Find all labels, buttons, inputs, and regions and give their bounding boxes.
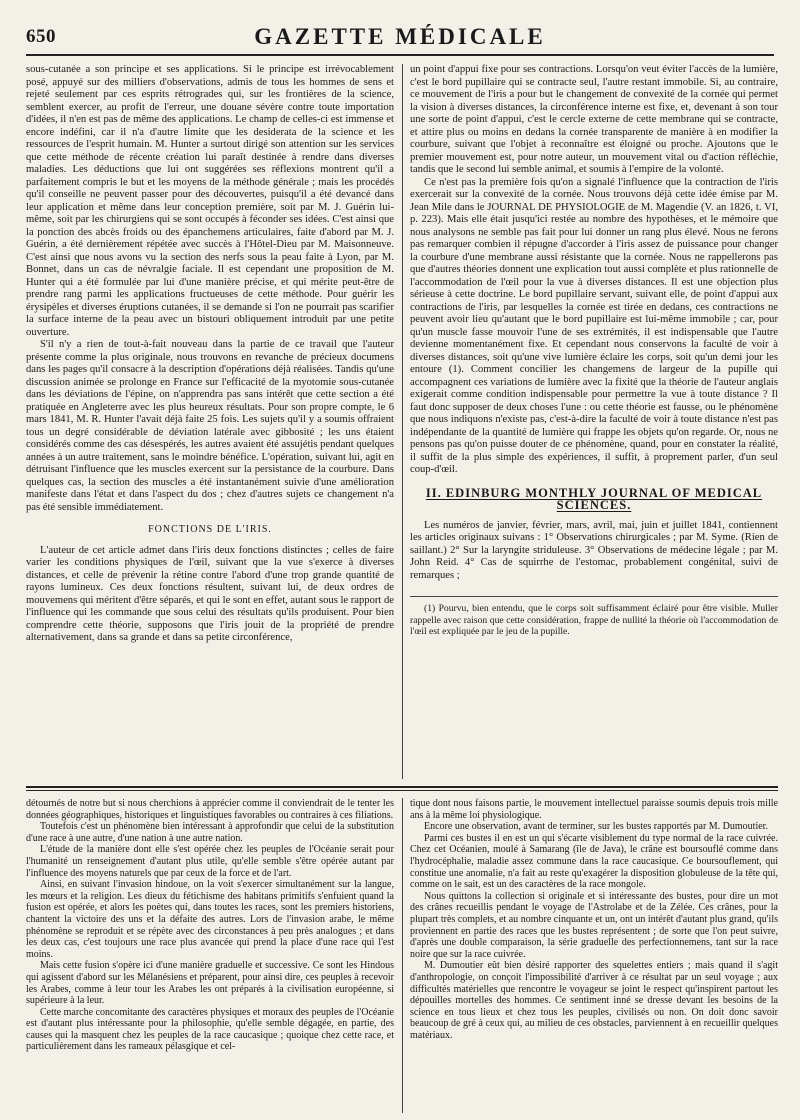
paragraph: M. Dumoutier eût bien désiré rapporter des squelettes entiers ; mais quand il s'agit d'anthropologie, on conçoit l'impossibilité d'arriver à ce résultat par un seul voyage ; aux difficultés matérielles que rencontre le voyageur se joint le respect qu'inspirent partout les dépouilles mortelles des hommes. Ce sentiment inné se dresse devant les besoins de la science en tous lieux et chez tous les peuples, civilisés ou non. On doit donc savoir beaucoup de gré à ceux qui, au milieu de ces obstacles, parviennent à en recueillir quelques matériaux. [410,960,778,1041]
paragraph: L'auteur de cet article admet dans l'iris deux fonctions distinctes ; celles de faire varier les conditions physiques de l'œil, suivant que la vue s'exerce à diverses distances, et celle de prévenir la rétine contre l'abord d'une trop grande quantité de rayons lumineux. Ces deux fonctions résultent, suivant lui, de deux ordres de mouvemens qui méritent d'être séparés, et qui le sont en effet, autant sous le rapport de l'influence qui les commande que sous celui des résultats qu'ils produisent. Pour bien comprendre cette théorie, supposons que l'iris jouit de la propriété de prendre alternativement, dans sa grande et dans sa petite circonférence, [26,544,394,643]
column-divider [402,64,403,779]
paragraph: Cette marche concomitante des caractères physiques et moraux des peuples de l'Océanie est d'autant plus intéressante pour la philosophie, qu'elle semble dégagée, en partie, des causes qui la masquent chez les peuples de la race caucasique ; quoique chez cette race, et particulièrement dans les rameaux pélasgique et cel- [26,1006,394,1053]
section-rule [26,786,778,788]
footnote-rule [410,596,778,597]
upper-left-column [26,64,394,645]
paragraph: S'il n'y a rien de tout-à-fait nouveau dans la partie de ce travail que l'auteur présente comme la plus originale, nous trouvons en revanche de précieux documens dans les pages qu'il consacre à la description d'opérations déjà réalisées. Tandis qu'une discussion animée se prolonge en France sur l'efficacité de la myotomie sous-cutanée dans les déviations de l'épine, on n'apprendra pas sans intérêt que cette section a été pratiquée en Angleterre avec les plus heureux résultats. Pour son propre compte, le 6 mars 1841, M. R. Hunter l'avait déjà faite 25 fois. Les sujets qu'il y a soumis offraient tous un degré considérable de déviation latérale avec gibbosité ; les uns étaient considérés comme des cas désespérés, les autres avaient été assujétis pendant quelques années à un autre traitement, sans le moindre bénéfice. L'opération, suivant lui, agit en détruisant l'influence que les muscles exercent sur la persistance de la courbure. Dans quelques cas, la section des muscles a été instantanément suivie d'une amélioration manifeste dans l'état et dans l'aspect du dos ; chez d'autres sujets ce changement n'a pas été sensible immédiatement. [26,339,394,513]
lower-left-column [26,798,394,1053]
journal-title: GAZETTE MÉDICALE [254,24,546,49]
upper-section [26,64,778,779]
column-divider [402,798,403,1113]
paragraph: Parmi ces bustes il en est un qui s'écarte visiblement du type normal de la race cuivrée. Chez cet Océanien, moulé à Samarang (île de Java), le crâne est boursouflé comme dans l'hydrocéphalie, maladie assez commune dans la race caucasique. Ce boursouflement, qui constitue une anomalie, n'a fait au reste qu'exagérer la disposition globuleuse de la tête qui, comme on le sait, est un des caractères de la race mongole. [410,832,778,891]
paragraph: tique dont nous faisons partie, le mouvement intellectuel paraisse soumis depuis trois mille ans à la même loi physiologique. [410,798,778,821]
masthead [20,0,780,56]
paragraph: sous-cutanée a son principe et ses applications. Si le principe est irrévocablement posé, appuyé sur des milliers d'observations, admis de tous les hommes de sens et rejeté seulement par ces esprits rétrogrades qui, sur les frontières de la science, semblent exercer, au profit de l'erreur, une douane sévère contre toute importation d'idées, il n'en est pas de même des applications. Le champ de celles-ci est immense et encore indéfini, car il n'a d'autre limite que les desiderata de la science et les ressources de l'esprit humain. M. Hunter a surtout dirigé son attention sur les services que cette méthode de récente création lui paraît destinée à rendre dans diverses maladies. Les déductions que lui ont suggérées ses réflexions montrent qu'il a parfaitement compris le but et les moyens de la méthode générale ; mais les procédés qu'il conseille ne peuvent passer pour des découvertes, puisqu'il a été devancé dans leur application et même dans leur conception première, soit par M. J. Guérin lui-même, soit par les chirurgiens qui se sont occupés à féconder ses idées. C'est ainsi que la ponction des abcès froids ou des épanchemens articulaires, faite d'abord par M. J. Guérin, a été dernièrement répétée avec succès à l'Hôtel-Dieu par M. Maisonneuve. C'est ainsi que nous avons vu la section des nerfs sous la peau faite à Lyon, par M. Bonnet, dans un cas de névralgie faciale. Il est cependant une proposition de M. Hunter qui a été formulée par lui d'une manière précise, et qui mérite peut-être de prendre rang parmi les applications fructueuses de cette méthode. Pour guérir les érysipèles et diverses éruptions cutanées, il se demande si l'on ne pourrait pas scarifier la surface interne de la peau avec un bistouri obliquement introduit par une petite ouverture. [26,64,394,338]
lower-section [26,798,778,1113]
paragraph: Mais cette fusion s'opère ici d'une manière graduelle et successive. Ce sont les Hindous qui agissent d'abord sur les Mélanésiens et préparent, pour ainsi dire, ces peuples à recevoir les Arabes, comme à leur tour les Arabes les ont préparés à la civilisation européenne, si supérieure à la leur. [26,960,394,1007]
paragraph: un point d'appui fixe pour ses contractions. Lorsqu'on veut éviter l'accès de la lumière, c'est le bord pupillaire qui se contracte seul, l'autre restant immobile. Si, au contraire, ce mouvement de l'iris a pour but le changement de convexité de la cornée qui permet la vision à diverses distances, la circonférence interne est fixe, et, devenant à son tour une sorte de point d'appui, c'est le cercle externe de cette membrane qui se contracte, et attire plus ou moins en dedans la cornée transparente de manière à en modifier la courbure, suivant que l'objet à reconnaître est éloigné ou proche. Ajoutons que le premier mouvement est, pour notre auteur, un mouvement vital ou d'action réfléchie, tandis que le second lui semble animal, et soumis à l'empire de la volonté. [410,64,778,175]
section-heading: FONCTIONS DE L'IRIS. [148,524,272,535]
paragraph: détournés de notre but si nous cherchions à apprécier comme il conviendrait de le tenter les données géographiques, historiques et linguistiques favorables ou contraires à ces filiations. [26,798,394,821]
upper-right-column [410,64,778,638]
paragraph: Nous quittons la collection si originale et si intéressante des bustes, pour dire un mot des crânes recueillis pendant le voyage de l'Astrolabe et de la Zélée. Ces crânes, pour la plupart très complets, et au nombre cinquante et un, ont un intérêt d'autant plus grand, qu'ils proviennent en partie des races que les bustes représentent ; de sorte que l'on peut suivre, d'après une double comparaison, la série graduelle des perfectionnemens, tant sur la race noire que sur la race cuivrée. [410,890,778,960]
paragraph: L'étude de la manière dont elle s'est opérée chez les peuples de l'Océanie serait pour l'humanité un renseignement d'autant plus utile, qu'elle semble s'être opérée autant par l'influence des moyens naturels que par ceux de la force et de l'art. [26,844,394,879]
lower-right-column [410,798,778,1041]
header-rule [26,54,774,56]
paragraph: Encore une observation, avant de terminer, sur les bustes rapportés par M. Dumoutier. [424,821,768,833]
section-heading: II. EDINBURG MONTHLY JOURNAL OF MEDICAL SCIENCES. [425,485,763,512]
paragraph: Ainsi, en suivant l'invasion hindoue, on la voit s'exercer simultanément sur la langue, les mœurs et la religion. Les dieux du fétichisme des habitans primitifs s'enfuient quand la fusion est opérée, et alors les poètes qui, dans toutes les races, sont les premiers historiens, chantent la victoire des uns et la défaite des autres. Lors de l'invasion arabe, le même phénomène se reproduit et se répète avec des circonstances à peu près analogues ; et dans les deux cas, c'est toujours une race plus avancée qui prend la place d'une race qui l'est moins. [26,879,394,960]
paragraph: Ce n'est pas la première fois qu'on a signalé l'influence que la contraction de l'iris exercerait sur la convexité de la cornée. Nous trouvons déjà cette idée émise par M. Jean Mile dans le JOURNAL DE PHYSIOLOGIE de M. Magendie (V. an 1826, t. VI, p. 223). Mais elle était jusqu'ici restée au nombre des hypothèses, et le mémoire que nous analysons ne semble pas fait pour lui donner un rang plus élevé. Nous ne ferons pas remarquer combien il répugne d'accorder à l'iris assez de puissance pour changer la courbure d'une membrane aussi résistante que la cornée. Nous ne rappellerons pas que d'autres théories donnent une explication tout aussi complète et plus rationnelle de l'accommodation de l'œil pour la vue à diverses distances. Il est une objection plus sérieuse à cette doctrine. Le bord pupillaire servant, suivant elle, de point d'appui aux contractions de l'iris, par lesquelles la cornée est tirée en dedans, ces contractions ne peuvent avoir lieu qu'autant que le bord pupillaire est lui-même immobile ; car, pour qu'un muscle fasse mouvoir l'une de ses extrémités, il est indispensable que l'autre devienne momentanément fixe. Et cependant nous conservons la faculté de voir à diverses distances, soit qu'une vive lumière éclaire les corps, soit qu'un demi jour les entoure (1). Comment concilier les changemens de largeur de la pupille qui accompagnent ces variations de lumière avec la fixité que la théorie de l'auteur anglais exigerait comme condition indispensable pour permettre la vue à toute distance ? Il faut donc supposer de deux choses l'une : ou cette théorie est fausse, ou le phénomène que nous indiquons n'existe pas, c'est-à-dire la faculté de voir à toute distance n'est pas indépendante de la quantité de lumière qui frappe les objets qu'on regarde. Or, nous ne pensons pas qu'on puisse douter de ce phénomène, quand, pour en constater la réalité, il suffit de la plus simple des expériences, il suffit, à proprement parler, d'un seul coup-d'œil. [410,176,778,475]
paragraph: Toutefois c'est un phénomène bien intéressant à approfondir que celui de la substitution d'une race à une autre, d'une nation à une autre nation. [26,821,394,844]
footnote: (1) Pourvu, bien entendu, que le corps soit suffisamment éclairé pour être visible. Muller rappelle avec raison que cette considération, frappe de nullité la théorie où l'accommodation de l'œil est expliquée par le jeu de la pupille. [410,603,778,637]
paragraph: Les numéros de janvier, février, mars, avril, mai, juin et juillet 1841, contiennent les articles originaux suivans : 1° Observations chirurgicales ; par M. Syme. (Rien de saillant.) 2° Sur la laryngite striduleuse. 3° Observations de médecine légale ; par M. John Reid. 4° Cas de squirrhe de l'estomac, probablement congénital, suivi de remarques ; [410,519,778,581]
page-number: 650 [26,26,56,47]
section-rule [26,790,778,791]
